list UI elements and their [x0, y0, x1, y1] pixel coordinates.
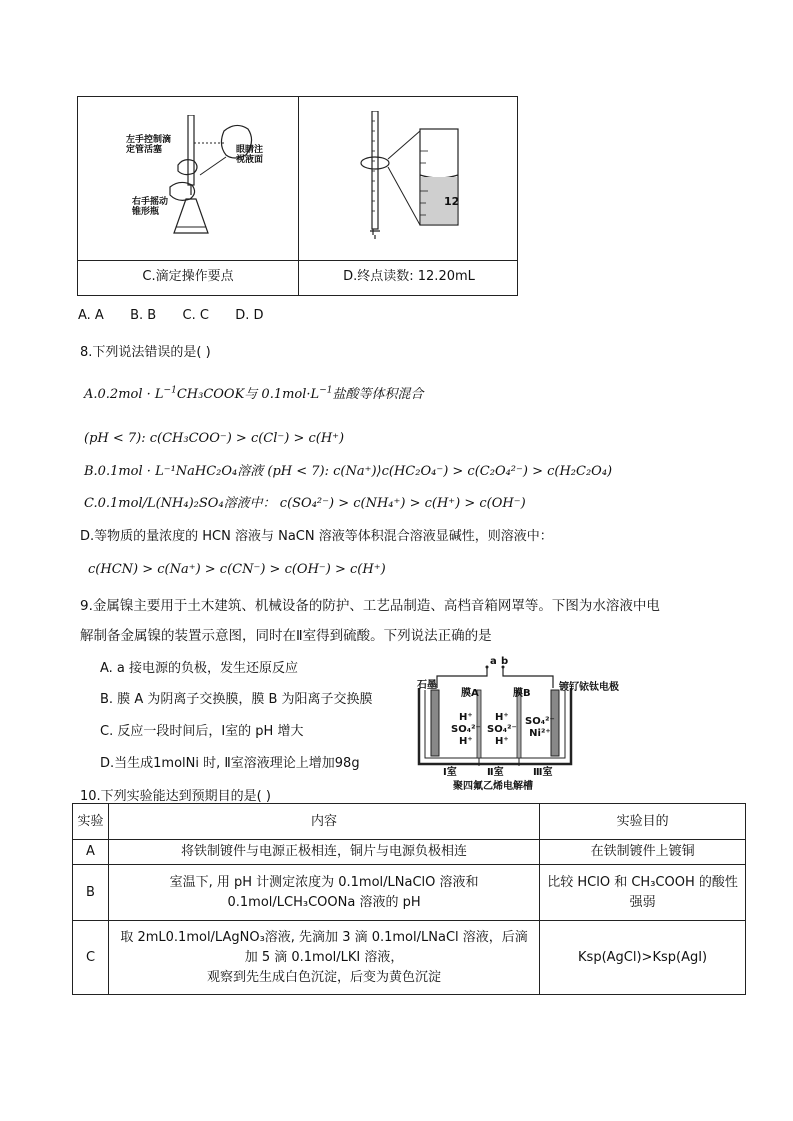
q8-option-d-line2: c(HCN) > c(Na⁺) > c(CN⁻) > c(OH⁻) > c(H⁺) [88, 562, 386, 577]
option-a: A. A [78, 308, 104, 323]
figure-c-label-left-top: 左手控制滴 定管活塞 [126, 135, 172, 155]
table-row [73, 921, 746, 995]
caption-c: C.滴定操作要点 [142, 269, 234, 284]
option-b: B. B [130, 308, 157, 323]
q7-options [78, 308, 264, 323]
q10-stem: 10.下列实验能达到预期目的是( ) [80, 789, 271, 804]
membrane-b-label: 膜B [513, 688, 531, 699]
row-b-purpose: 比较 HClO 和 CH₃COOH 的酸性 强弱 [540, 865, 746, 921]
experiment-table [72, 803, 746, 995]
row-a-purpose: 在铁制镀件上镀铜 [540, 840, 746, 865]
row-b-content: 室温下, 用 pH 计测定浓度为 0.1mol/LNaClO 溶液和 0.1mol/LCH₃COONa 溶液的 pH [108, 865, 539, 921]
option-d: D. D [235, 308, 264, 323]
room1-ions: H⁺ SO₄²⁻ H⁺ [451, 712, 481, 747]
q8-option-b: B.0.1mol · L⁻¹NaHC₂O₄溶液 (pH < 7): c(Na⁺)⟩c(HC₂O₄⁻) > c(C₂O₄²⁻) > c(H₂C₂O₄) [84, 464, 613, 479]
q8-option-d-line1: D.等物质的量浓度的 HCN 溶液与 NaCN 溶液等体积混合溶液显碱性，则溶液中： [80, 529, 553, 544]
table-row [73, 865, 746, 921]
room2-label: Ⅱ室 [487, 767, 504, 778]
figure-table-divider [78, 260, 517, 261]
figure-c-label-left-bottom: 右手摇动 锥形瓶 [132, 197, 169, 217]
row-b-id: B [73, 865, 109, 921]
terminal-b-label: b [501, 656, 509, 667]
caption-d: D.终点读数: 12.20mL [343, 269, 475, 284]
q9-stem-line1: 9.金属镍主要用于土木建筑、机械设备的防护、工艺品制造、高档音箱网罩等。下图为水溶液中电 [80, 598, 660, 614]
q9-option-c: C. 反应一段时间后，Ⅰ室的 pH 增大 [100, 724, 304, 739]
electrode-label: 镀钌铱钛电极 [559, 682, 619, 693]
q9-option-a: A. a 接电源的负极，发生还原反应 [100, 661, 299, 676]
q8-option-c: C.0.1mol/L(NH₄)₂SO₄溶液中： c(SO₄²⁻) > c(NH₄⁺) > c(H⁺) > c(OH⁻) [84, 496, 526, 511]
burette-scale-label: 12 [444, 195, 460, 208]
row-a-id: A [73, 840, 109, 865]
figure-c-label-right-top: 眼睛注 视液面 [236, 145, 264, 165]
room3-ions: SO₄²⁻ Ni²⁺ [525, 716, 555, 739]
room3-label: Ⅲ室 [533, 767, 553, 778]
row-c-content: 取 2mL0.1mol/LAgNO₃溶液, 先滴加 3 滴 0.1mol/LNaCl 溶液，后滴 加 5 滴 0.1mol/LKI 溶液， 观察到先生成白色沉淀，后变为黄色沉淀 [108, 921, 539, 995]
room1-label: Ⅰ室 [443, 767, 457, 778]
q9-option-b: B. 膜 A 为阴离子交换膜，膜 B 为阳离子交换膜 [100, 692, 373, 707]
terminal-a-label: a [490, 656, 497, 667]
header-purpose: 实验目的 [540, 804, 746, 840]
row-c-id: C [73, 921, 109, 995]
q8-option-a-line2: (pH < 7): c(CH₃COO⁻) > c(Cl⁻) > c(H⁺) [84, 431, 345, 446]
row-c-purpose: Ksp(AgCl)>Ksp(AgI) [540, 921, 746, 995]
tank-label: 聚四氟乙烯电解槽 [453, 781, 533, 792]
header-content: 内容 [108, 804, 539, 840]
row-a-content: 将铁制镀件与电源正极相连，铜片与电源负极相连 [108, 840, 539, 865]
table-row [73, 840, 746, 865]
q8-option-a-line1: $A.0.2mol \cdot L^{-1}CH_3COOK$与 $0.1mol\cdot L^{-1}$盐酸等体积混合 [84, 385, 424, 402]
electrolysis-diagram [415, 656, 619, 792]
burette-reading-figure [340, 111, 490, 251]
q9-option-d: D.当生成1molNi 时, Ⅱ室溶液理论上增加98g [100, 756, 360, 771]
option-c: C. C [182, 308, 209, 323]
q8-stem: 8.下列说法错误的是( ) [80, 345, 211, 360]
room2-ions: H⁺ SO₄²⁻ H⁺ [487, 712, 517, 747]
table-header-row [73, 804, 746, 840]
header-experiment: 实验 [73, 804, 109, 840]
figure-table [77, 96, 518, 296]
membrane-a-label: 膜A [461, 688, 479, 699]
graphite-label: 石墨 [417, 680, 437, 691]
q9-stem-line2: 解制备金属镍的装置示意图，同时在Ⅱ室得到硫酸。下列说法正确的是 [80, 628, 492, 644]
